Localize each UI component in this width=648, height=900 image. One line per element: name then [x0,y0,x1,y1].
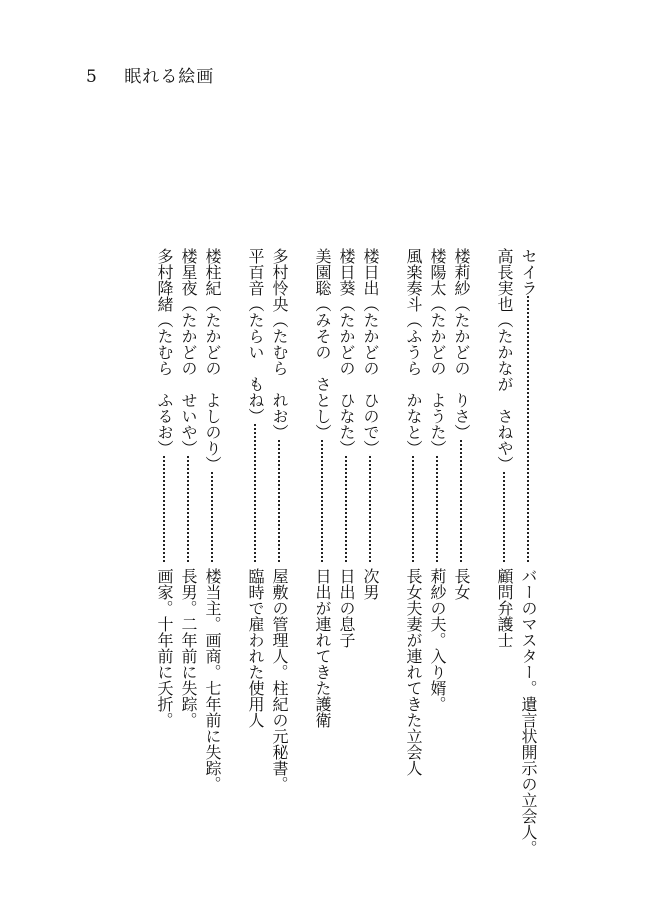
character-entry [516,248,540,856]
dot-leader [503,472,505,562]
character-entry [267,248,291,808]
character-name: 多村降緒（たむら ふるお） [155,248,174,456]
character-entry [425,248,449,808]
character-name: セイラ [519,248,538,296]
character-name: 楼星夜（たかどの せいや） [179,248,198,456]
character-entry [334,248,358,808]
dot-leader [345,456,347,562]
character-entry [243,248,267,808]
character-description: 楼当主。画商。七年前に失踪。 [203,568,222,792]
chapter-title: 眠れる絵画 [124,67,215,87]
character-description: 次男 [361,568,380,600]
character-entry [200,248,224,808]
dot-leader [436,456,438,562]
character-name: 平百音（たらい もね） [246,248,265,424]
character-entry [358,248,382,808]
character-description: 長女夫妻が連れてきた立会人 [404,568,423,776]
character-entry [492,248,516,808]
character-description: 莉紗の夫。入り婿。 [428,568,447,712]
character-description: 臨時で雇われた使用人 [246,568,265,728]
dot-leader [278,440,280,562]
character-description: 顧問弁護士 [495,568,514,648]
character-name: 美園聡（みその さとし） [313,248,332,440]
dot-leader [460,440,462,562]
dot-leader [321,440,323,562]
dot-leader [211,472,213,562]
character-list [80,248,540,856]
character-entry [401,248,425,808]
character-description: バーのマスター。遺言状開示の立会人。 [519,568,538,856]
character-name: 楼莉紗（たかどの りさ） [452,248,471,440]
character-name: 多村怜央（たむら れお） [270,248,289,440]
character-description: 日出の息子 [337,568,356,648]
dot-leader [254,424,256,562]
chapter-number: 5 [86,67,98,87]
character-name: 楼陽太（たかどの ようた） [428,248,447,456]
character-name: 風楽奏斗（ふうら かなと） [404,248,423,456]
dot-leader [412,456,414,562]
character-entry [152,248,176,808]
character-description: 屋敷の管理人。柱紀の元秘書。 [270,568,289,792]
dot-leader [369,456,371,562]
chapter-heading [86,62,214,87]
dot-leader [163,456,165,562]
character-entry [449,248,473,808]
character-description: 日出が連れてきた護衛 [313,568,332,728]
dot-leader [527,296,529,562]
character-name: 楼柱紀（たかどの よしのり） [203,248,222,472]
character-description: 長女 [452,568,471,600]
character-entry [176,248,200,808]
character-name: 楼日出（たかどの ひので） [361,248,380,456]
dot-leader [187,456,189,562]
character-entry [310,248,334,808]
character-description: 画家。十年前に夭折。 [155,568,174,728]
character-description: 長男。二年前に失踪。 [179,568,198,728]
character-name: 楼日葵（たかどの ひなた） [337,248,356,456]
character-name: 高長実也（たかなが さねや） [495,248,514,472]
